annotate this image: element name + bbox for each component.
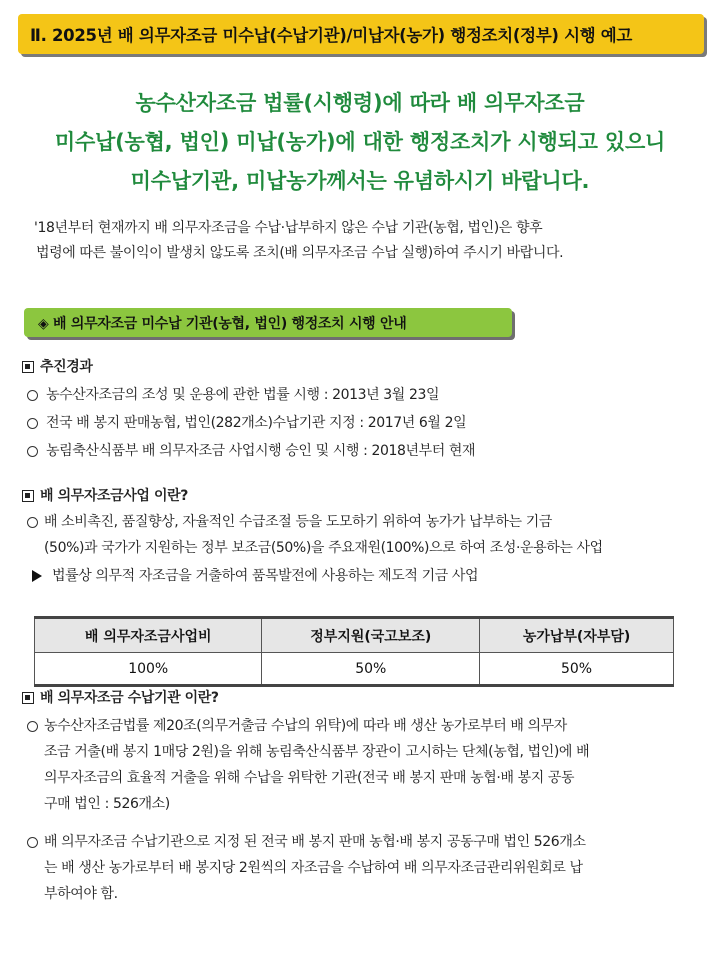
- square-bullet-icon: [22, 361, 34, 373]
- project-description: [22, 509, 712, 561]
- agency-p2-line: 는 배 생산 농가로부터 배 봉지당 2원씩의 자조금을 수납하여 배 의무자조금관리위원회로 납: [44, 860, 583, 876]
- table-header-cell: 배 의무자조금사업비: [35, 618, 262, 653]
- circle-bullet-icon: [27, 517, 38, 528]
- headline-line-2: 미수납(농협, 법인) 미납(농가)에 대한 행정조치가 시행되고 있으니: [54, 130, 666, 154]
- project-heading: [22, 486, 712, 506]
- agency-p1-line: 의무자조금의 효율적 거출을 위해 수납을 위탁한 기관(전국 배 봉지 판매 농협·배 봉지 공동: [44, 770, 575, 786]
- table-header-cell: 농가납부(자부담): [480, 618, 674, 653]
- project-section: [22, 486, 712, 589]
- circle-bullet-icon: [27, 721, 38, 732]
- circle-bullet-icon: [27, 446, 38, 457]
- agency-paragraph-1: [22, 713, 712, 817]
- intro-line-1: '18년부터 현재까지 배 의무자조금을 수납·납부하지 않은 수납 기관(농협, 법인)은 향후: [34, 220, 543, 236]
- table-header-row: [35, 618, 674, 653]
- table-cell: 50%: [480, 653, 674, 686]
- progress-heading-text: 추진경과: [40, 359, 93, 375]
- list-item-text: 농림축산식품부 배 의무자조금 사업시행 승인 및 시행 : 2018년부터 현재: [46, 443, 476, 459]
- project-note: [22, 563, 712, 589]
- circle-bullet-icon: [27, 418, 38, 429]
- table-cell: 100%: [35, 653, 262, 686]
- agency-p2-line: 부하여야 함.: [44, 886, 118, 902]
- top-banner-title: Ⅱ. 2025년 배 의무자조금 미수납(수납기관)/미납자(농가) 행정조치(정부) 시행 예고: [18, 14, 704, 54]
- intro-paragraph: [34, 216, 694, 266]
- project-heading-text: 배 의무자조금사업 이란?: [40, 488, 188, 504]
- list-item: [22, 409, 712, 437]
- agency-heading-text: 배 의무자조금 수납기관 이란?: [40, 690, 219, 706]
- project-line-1: 배 소비촉진, 품질향상, 자율적인 수급조절 등을 도모하기 위하여 농가가 납부하는 기금: [44, 514, 552, 530]
- square-bullet-icon: [22, 692, 34, 704]
- project-note-text: 법률상 의무적 자조금을 거출하여 품목발전에 사용하는 제도적 기금 사업: [52, 568, 479, 584]
- agency-heading: [22, 688, 712, 708]
- agency-p1-line: 농수산자조금법률 제20조(의무거출금 수납의 위탁)에 따라 배 생산 농가로부터 배 의무자: [44, 718, 567, 734]
- intro-line-2: 법령에 따른 불이익이 발생치 않도록 조치(배 의무자조금 수납 실행)하여 주시기 바랍니다.: [36, 245, 564, 261]
- table-row: [35, 653, 674, 686]
- agency-p1-line: 구매 법인 : 526개소): [44, 796, 170, 812]
- progress-heading: [22, 357, 712, 377]
- list-item: [22, 437, 712, 465]
- agency-paragraph-2: [22, 829, 712, 907]
- headline-line-3: 미수납기관, 미납농가께서는 유념하시기 바랍니다.: [130, 169, 590, 193]
- circle-bullet-icon: [27, 837, 38, 848]
- list-item-text: 농수산자조금의 조성 및 운용에 관한 법률 시행 : 2013년 3월 23일: [46, 387, 440, 403]
- agency-section: [22, 688, 712, 907]
- headline-notice: [0, 84, 720, 201]
- funding-ratio-table: [34, 616, 674, 687]
- agency-p2-line: 배 의무자조금 수납기관으로 지정 된 전국 배 봉지 판매 농협·배 봉지 공동구매 법인 526개소: [44, 834, 586, 850]
- headline-line-1: 농수산자조금 법률(시행령)에 따라 배 의무자조금: [135, 91, 585, 115]
- progress-section: [22, 357, 712, 465]
- table-header-cell: 정부지원(국고보조): [262, 618, 480, 653]
- circle-bullet-icon: [27, 390, 38, 401]
- list-item-text: 전국 배 봉지 판매농협, 법인(282개소)수납기관 지정 : 2017년 6월 2일: [46, 415, 467, 431]
- triangle-arrow-icon: [32, 570, 42, 582]
- table-cell: 50%: [262, 653, 480, 686]
- list-item: [22, 381, 712, 409]
- agency-p1-line: 조금 거출(배 봉지 1매당 2원)을 위해 농림축산식품부 장관이 고시하는 단체(농협, 법인)에 배: [44, 744, 590, 760]
- project-line-2: (50%)과 국가가 지원하는 정부 보조금(50%)을 주요재원(100%)으로 하여 조성·운용하는 사업: [44, 540, 603, 556]
- section-banner-title: ◈ 배 의무자조금 미수납 기관(농협, 법인) 행정조치 시행 안내: [24, 308, 512, 337]
- square-bullet-icon: [22, 490, 34, 502]
